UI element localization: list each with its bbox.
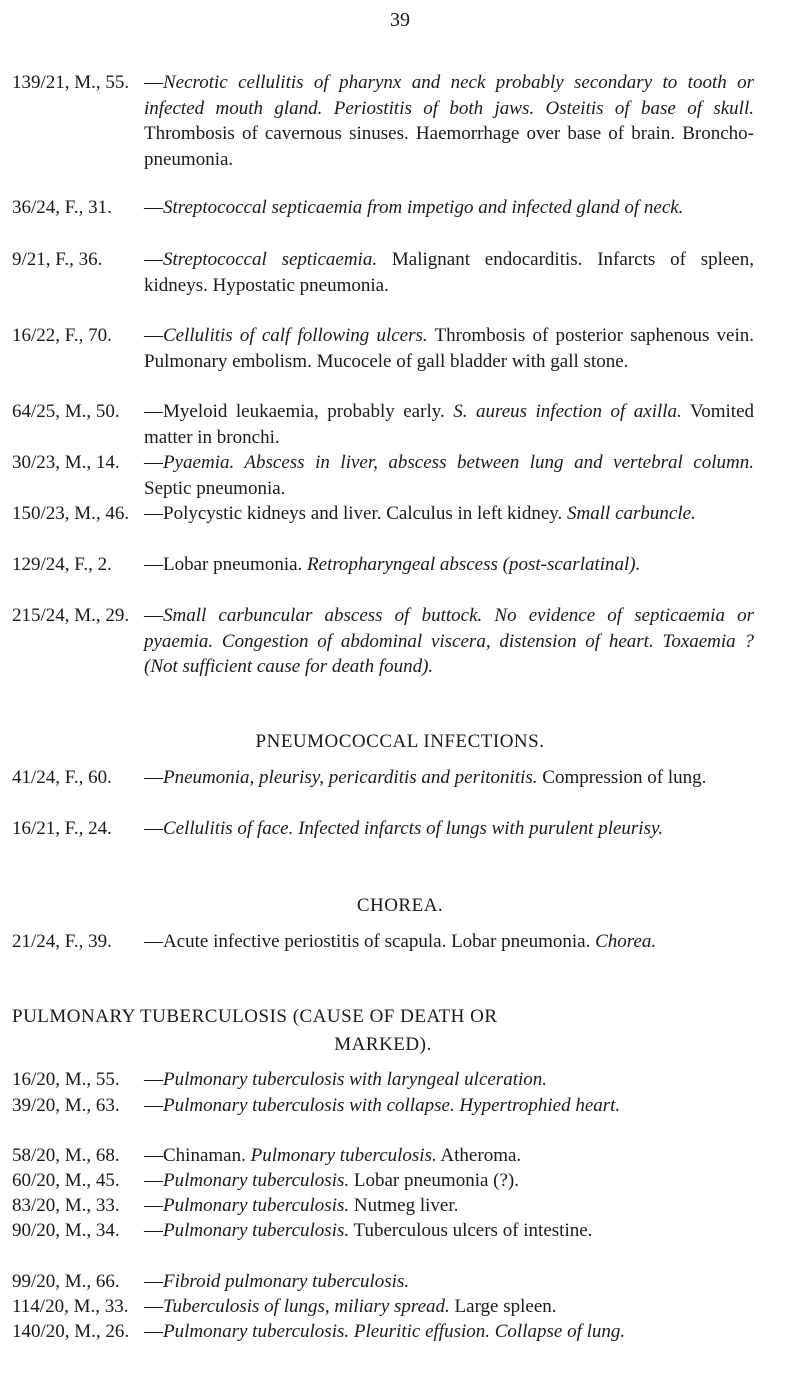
case-entry — [12, 552, 754, 578]
case-reference: 41/24, F., 60. — [12, 767, 112, 788]
case-entry — [12, 1193, 754, 1219]
case-reference: 21/24, F., 39. — [12, 931, 112, 952]
case-description: —Lobar pneumonia. Retropharyngeal abscess (post-scarlatinal). — [144, 554, 641, 575]
case-reference: 99/20, M., 66. — [12, 1271, 120, 1292]
case-description: —Pneumonia, pleurisy, pericarditis and peritonitis. Compression of lung. — [144, 767, 707, 788]
case-reference: 140/20, M., 26. — [12, 1321, 130, 1342]
case-entry — [12, 195, 754, 221]
case-entry — [12, 816, 754, 842]
case-reference: 36/24, F., 31. — [12, 197, 112, 218]
case-description: —Cellulitis of calf following ulcers. Thrombosis of posterior saphenous vein. Pulmonary embolism. Mucocele of gall bladder with gall stone. — [144, 325, 754, 372]
case-entry — [12, 1319, 754, 1345]
case-reference: 30/23, M., 14. — [12, 452, 120, 473]
case-reference: 90/20, M., 34. — [12, 1220, 120, 1241]
case-description: —Cellulitis of face. Infected infarcts of lungs with purulent pleurisy. — [144, 818, 664, 839]
case-entry — [12, 399, 754, 450]
case-description: —Myeloid leukaemia, probably early. S. aureus infection of axilla. Vomited matter in bronchi. — [144, 401, 755, 448]
case-entry — [12, 603, 754, 680]
case-reference: 129/24, F., 2. — [12, 554, 112, 575]
case-entry — [12, 247, 754, 298]
case-description: —Pulmonary tuberculosis. Nutmeg liver. — [144, 1195, 459, 1216]
case-reference: 58/20, M., 68. — [12, 1145, 120, 1166]
case-description: —Pulmonary tuberculosis with laryngeal ulceration. — [144, 1069, 548, 1090]
section-heading-pneumococcal: PNEUMOCOCCAL INFECTIONS. — [255, 731, 545, 752]
case-description: —Pulmonary tuberculosis. Pleuritic effusion. Collapse of lung. — [144, 1321, 626, 1342]
section-heading-tuberculosis — [12, 1003, 754, 1059]
case-description: —Chinaman. Pulmonary tuberculosis. Atheroma. — [144, 1145, 522, 1166]
case-description: —Pulmonary tuberculosis with collapse. Hypertrophied heart. — [144, 1095, 621, 1116]
case-description: —Small carbuncular abscess of buttock. No evidence of septicaemia or pyaemia. Congestion of abdominal viscera, distension of heart. Toxaemia ? (Not sufficient cause for death found). — [144, 605, 754, 677]
case-reference: 16/22, F., 70. — [12, 325, 112, 346]
case-entry — [12, 1269, 754, 1295]
case-entry — [12, 501, 754, 527]
case-reference: 150/23, M., 46. — [12, 503, 130, 524]
case-description: —Acute infective periostitis of scapula. Lobar pneumonia. Chorea. — [144, 931, 657, 952]
case-entry — [12, 323, 754, 374]
case-reference: 64/25, M., 50. — [12, 401, 120, 422]
case-reference: 83/20, M., 33. — [12, 1195, 120, 1216]
case-description: —Tuberculosis of lungs, miliary spread. Large spleen. — [144, 1296, 557, 1317]
case-reference: 215/24, M., 29. — [12, 605, 130, 626]
case-description: —Streptococcal septicaemia from impetigo and infected gland of neck. — [144, 197, 684, 218]
case-entry — [12, 1093, 754, 1119]
case-entry — [12, 450, 754, 501]
heading-line-2: MARKED). — [334, 1034, 432, 1055]
case-reference: 39/20, M., 63. — [12, 1095, 120, 1116]
case-description: —Pulmonary tuberculosis. Tuberculous ulcers of intestine. — [144, 1220, 593, 1241]
page-number: 39 — [390, 9, 410, 31]
case-description: —Polycystic kidneys and liver. Calculus in left kidney. Small carbuncle. — [144, 503, 696, 524]
case-reference: 139/21, M., 55. — [12, 72, 130, 93]
case-entry — [12, 1218, 754, 1244]
case-description: —Streptococcal septicaemia. Malignant endocarditis. Infarcts of spleen, kidneys. Hypostatic pneumonia. — [144, 249, 754, 296]
case-entry — [12, 1067, 754, 1093]
section-heading-chorea: CHOREA. — [356, 895, 444, 916]
case-description: —Pyaemia. Abscess in liver, abscess between lung and vertebral column. Septic pneumonia. — [144, 452, 754, 499]
case-description: —Necrotic cellulitis of pharynx and neck probably secondary to tooth or infected mouth gland. Periostitis of both jaws. Osteitis of base of skull. Thrombosis of cavernous sinuses. Haemorrhage over base of brain. Broncho-pneumonia. — [144, 72, 754, 170]
case-reference: 16/20, M., 55. — [12, 1069, 120, 1090]
case-reference: 114/20, M., 33. — [12, 1296, 129, 1317]
case-description: —Fibroid pulmonary tuberculosis. — [144, 1271, 410, 1292]
case-reference: 16/21, F., 24. — [12, 818, 112, 839]
case-description: —Pulmonary tuberculosis. Lobar pneumonia (?). — [144, 1170, 520, 1191]
case-reference: 9/21, F., 36. — [12, 249, 103, 270]
case-entry — [12, 70, 754, 172]
heading-line-1: PULMONARY TUBERCULOSIS (CAUSE OF DEATH OR — [12, 1006, 498, 1027]
case-entry — [12, 765, 754, 791]
case-entry — [12, 1168, 754, 1194]
case-entry — [12, 1143, 754, 1169]
case-entry — [12, 929, 754, 955]
case-reference: 60/20, M., 45. — [12, 1170, 120, 1191]
case-entry — [12, 1294, 754, 1320]
